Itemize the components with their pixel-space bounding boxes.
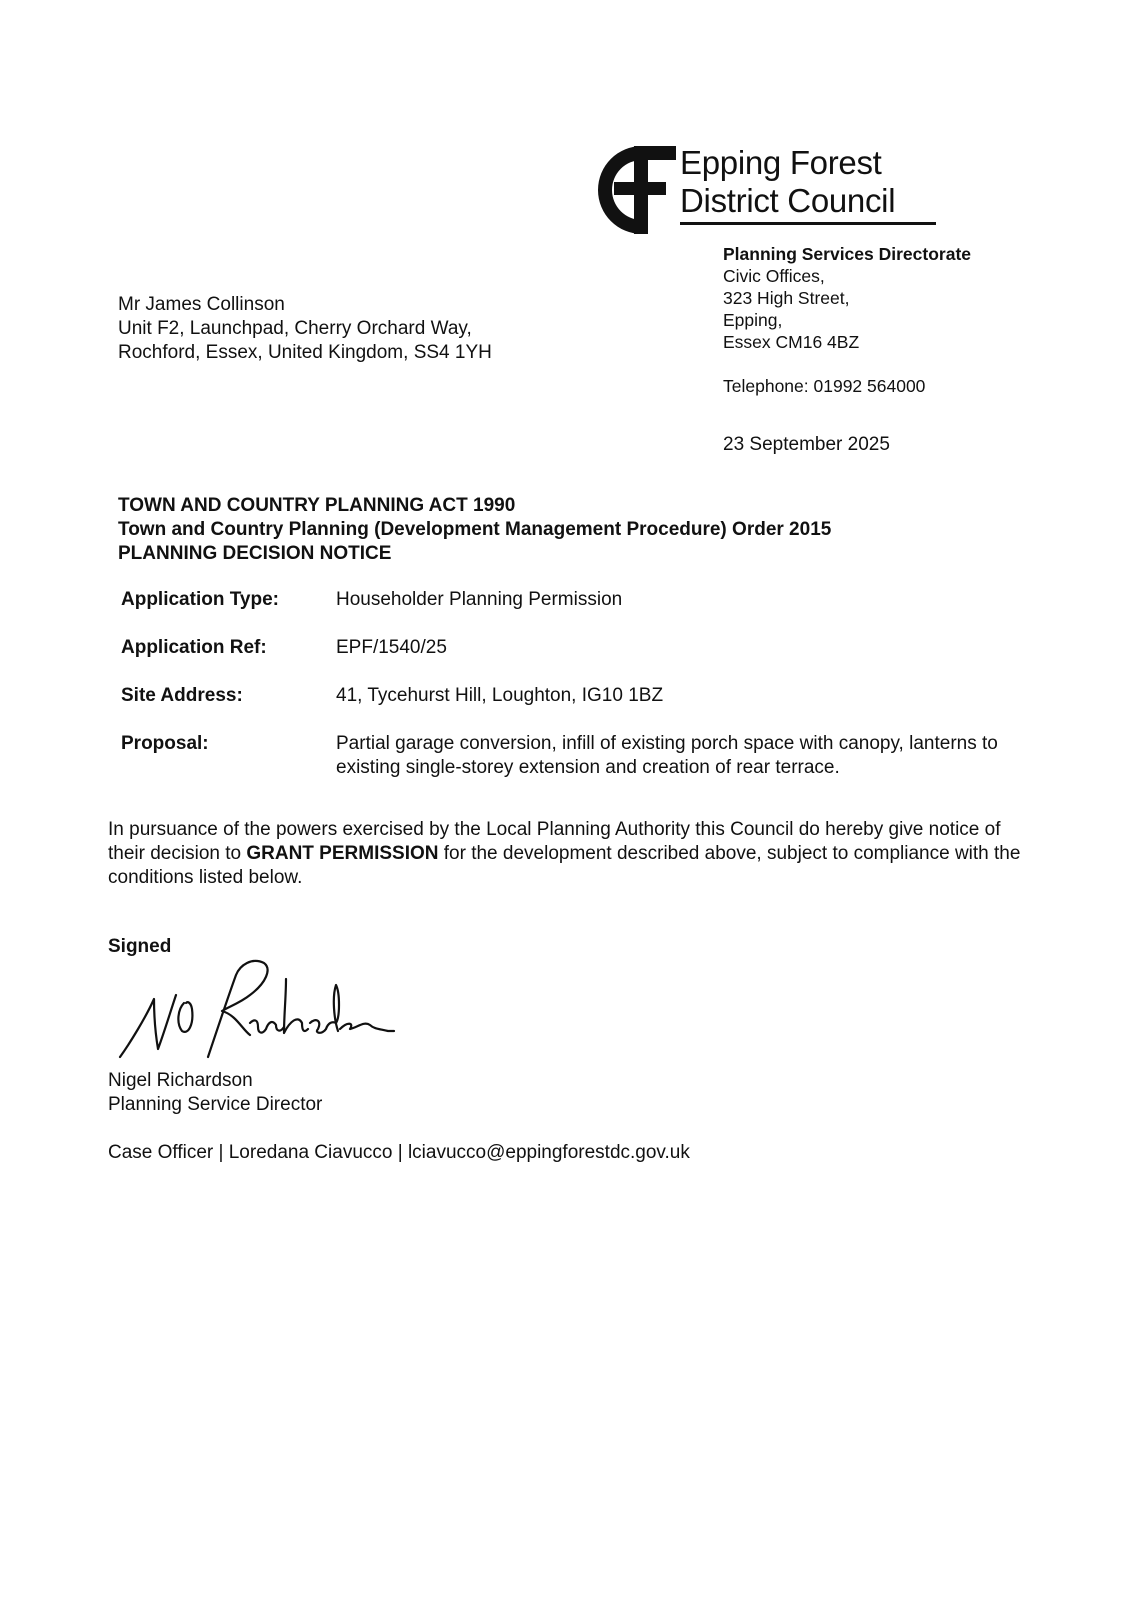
logo-underline — [680, 222, 936, 225]
council-logo-text — [680, 144, 895, 220]
signatory-name: Nigel Richardson — [108, 1070, 253, 1091]
handwritten-signature — [118, 957, 398, 1062]
recipient-address-block — [118, 293, 492, 365]
decision-paragraph — [108, 818, 1038, 890]
decision-text-before: In pursuance of the powers exercised by the Local Planning Authority this Council do hereby give notice of their decision to — [108, 819, 1001, 864]
sender-address-line: Essex CM16 4BZ — [723, 332, 860, 352]
decision-outcome: GRANT PERMISSION — [246, 843, 439, 864]
sender-address-line: Epping, — [723, 310, 783, 330]
sender-address-block — [723, 243, 971, 456]
directorate-name: Planning Services Directorate — [723, 244, 972, 264]
detail-value: 41, Tycehurst Hill, Loughton, IG10 1BZ — [336, 685, 664, 706]
logo-line-1: Epping Forest — [680, 144, 882, 181]
detail-value: Householder Planning Permission — [336, 589, 623, 610]
case-officer-line: Case Officer | Loredana Ciavucco | lciavucco@eppingforestdc.gov.uk — [108, 1142, 690, 1163]
decision-text-after: for the development described above, subject to compliance with the conditions listed below. — [108, 843, 1021, 888]
signatory-block — [108, 1069, 322, 1117]
detail-row — [121, 732, 1016, 780]
detail-row — [121, 636, 1016, 660]
signatory-title: Planning Service Director — [108, 1094, 323, 1115]
order-heading: Town and Country Planning (Development Management Procedure) Order 2015 — [118, 519, 832, 540]
signed-label: Signed — [108, 936, 172, 957]
sender-address-line: Civic Offices, — [723, 266, 825, 286]
detail-label: Application Type: — [121, 589, 279, 610]
notice-title: PLANNING DECISION NOTICE — [118, 543, 392, 564]
letter-date: 23 September 2025 — [723, 434, 890, 455]
recipient-address-line: Unit F2, Launchpad, Cherry Orchard Way, — [118, 318, 472, 339]
detail-value: EPF/1540/25 — [336, 637, 447, 658]
detail-label: Proposal: — [121, 733, 209, 754]
application-details — [121, 588, 1016, 804]
detail-row — [121, 588, 1016, 612]
detail-row — [121, 684, 1016, 708]
detail-label: Application Ref: — [121, 637, 267, 658]
act-heading: TOWN AND COUNTRY PLANNING ACT 1990 — [118, 495, 516, 516]
council-logo-mark-icon — [596, 140, 680, 240]
detail-value: Partial garage conversion, infill of existing porch space with canopy, lanterns to existing single-storey extension and creation of rear terrace. — [336, 733, 998, 778]
sender-address-line: 323 High Street, — [723, 288, 850, 308]
notice-headings — [118, 494, 831, 566]
sender-telephone: Telephone: 01992 564000 — [723, 376, 926, 396]
recipient-name: Mr James Collinson — [118, 294, 285, 315]
detail-label: Site Address: — [121, 685, 243, 706]
council-logo — [596, 140, 946, 240]
recipient-address-line: Rochford, Essex, United Kingdom, SS4 1YH — [118, 342, 492, 363]
logo-line-2: District Council — [680, 182, 896, 219]
